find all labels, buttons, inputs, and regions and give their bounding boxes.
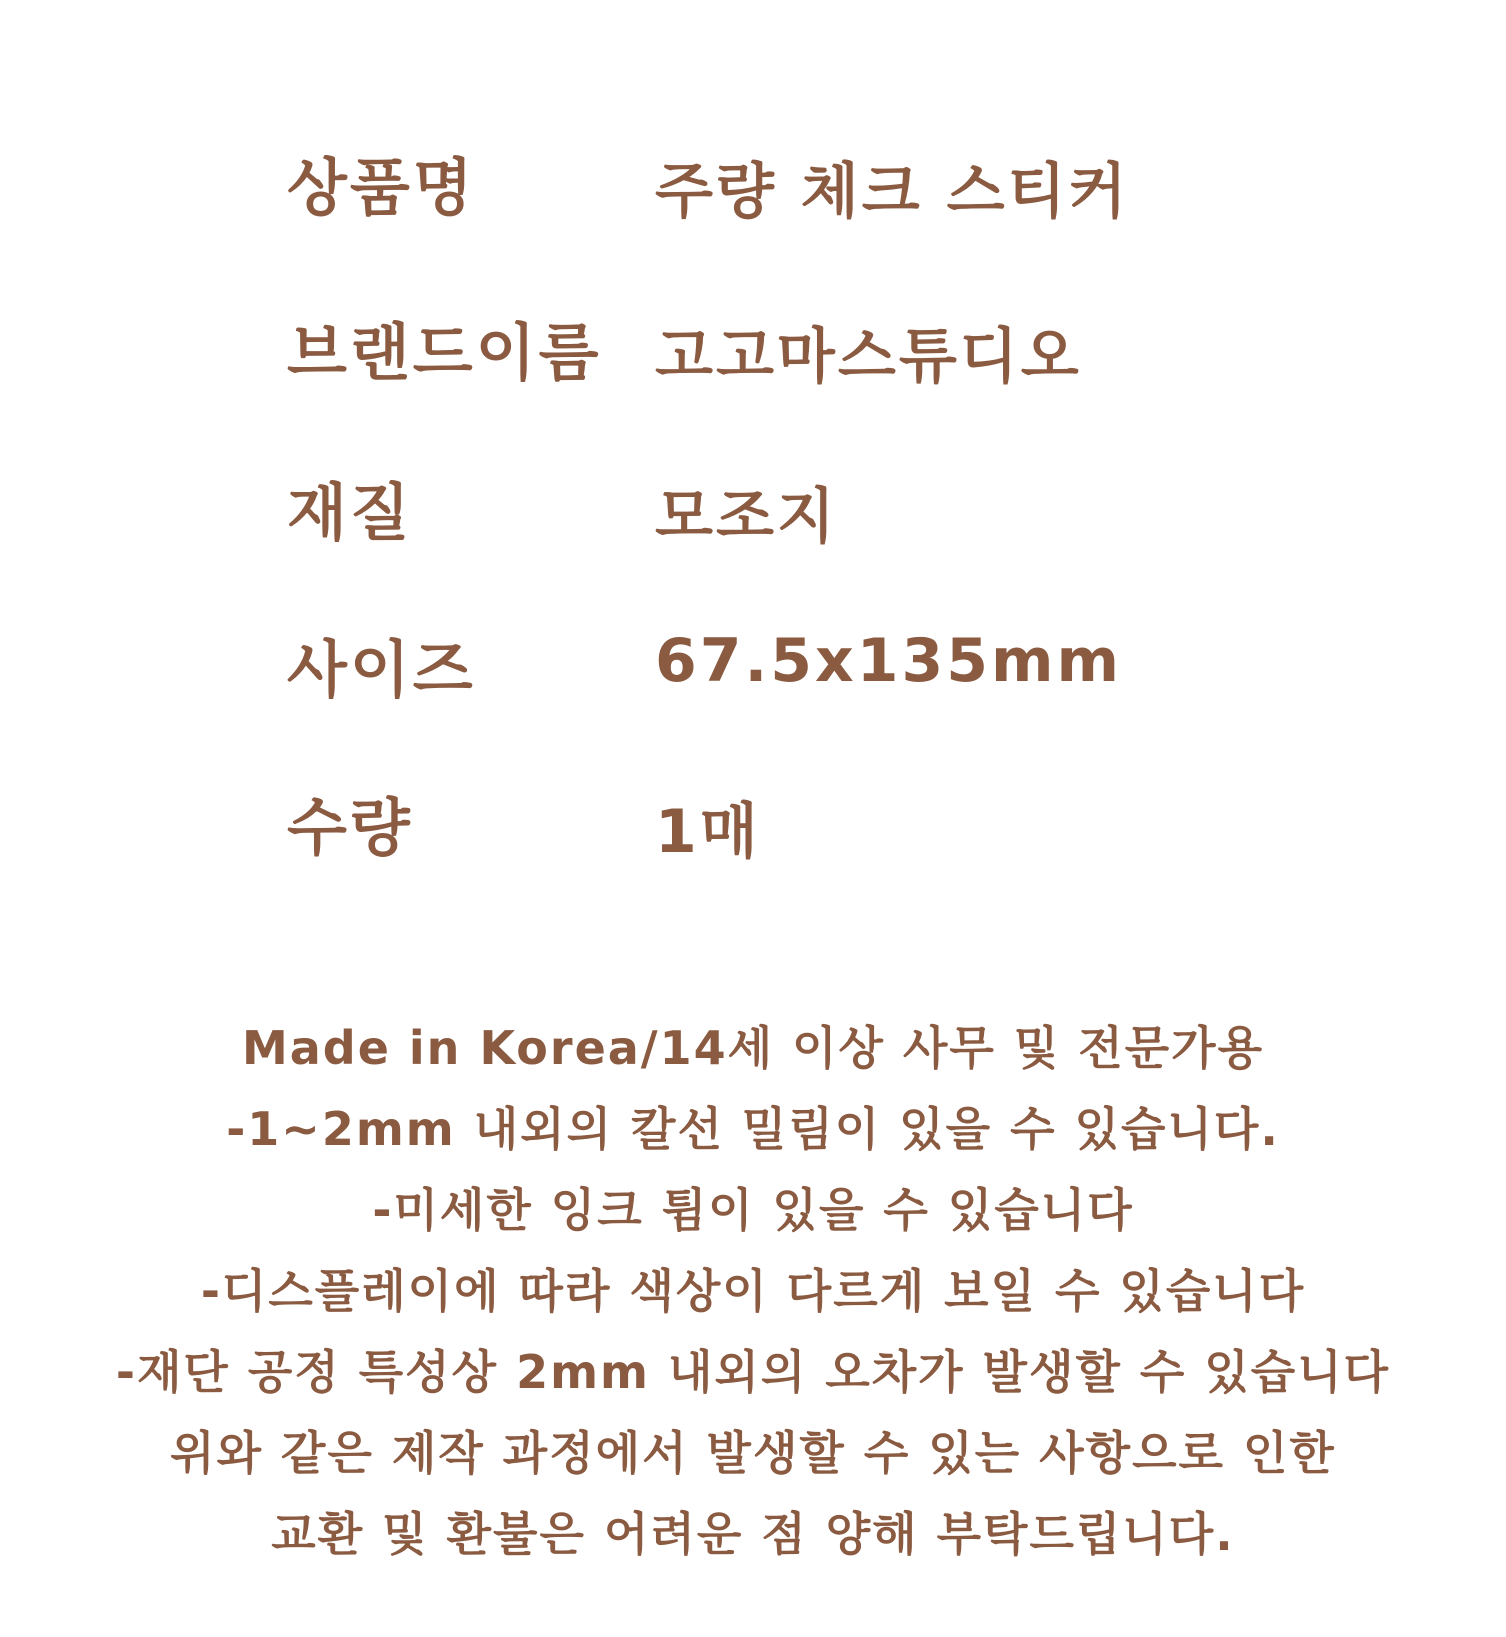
spec-row-quantity [0,778,1506,888]
product-name-label: 상품명 [287,151,476,224]
brand-name-value: 고고마스튜디오 [655,322,1082,392]
quantity-value: 1매 [655,797,761,867]
note-line-cut-tolerance: -재단 공정 특성상 2mm 내외의 오차가 발생할 수 있습니다 [115,1345,1391,1399]
note-line-refund-policy: 교환 및 환불은 어려운 점 양해 부탁드립니다. [271,1507,1235,1561]
size-label: 사이즈 [287,633,476,706]
note-line-production-note: 위와 같은 제작 과정에서 발생할 수 있는 사항으로 인한 [170,1426,1336,1480]
product-name-value: 주량 체크 스티커 [655,157,1130,227]
material-value: 모조지 [655,482,838,552]
spec-row-product-name [0,138,1506,248]
spec-row-material [0,463,1506,573]
size-value: 67.5x135mm [655,626,1123,696]
note-line-ink: -미세한 잉크 튐이 있을 수 있습니다 [372,1183,1134,1237]
quantity-label: 수량 [287,791,413,864]
material-label: 재질 [287,476,413,549]
spec-row-brand-name [0,303,1506,413]
spec-row-size [0,620,1506,730]
product-notes [0,1008,1506,1575]
note-line-cutline: -1~2mm 내외의 칼선 밀림이 있을 수 있습니다. [226,1102,1280,1156]
brand-name-label: 브랜드이름 [287,316,602,389]
note-line-display-color: -디스플레이에 따라 색상이 다르게 보일 수 있습니다 [200,1264,1306,1318]
note-line-origin: Made in Korea/14세 이상 사무 및 전문가용 [241,1021,1265,1075]
